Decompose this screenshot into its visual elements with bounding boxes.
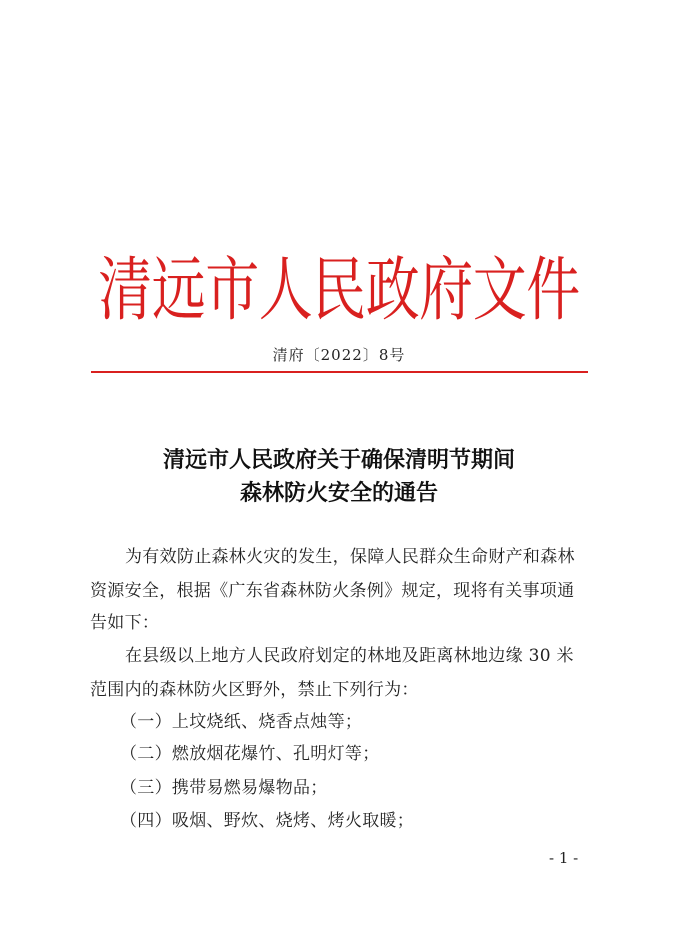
page-number: - 1 - <box>549 849 579 867</box>
paragraph-line: 范围内的森林防火区野外，禁止下列行为： <box>90 680 419 700</box>
red-divider <box>91 371 588 373</box>
list-item: （三）携带易燃易爆物品； <box>120 778 328 798</box>
notice-title-line-1: 清远市人民政府关于确保清明节期间 <box>162 447 515 473</box>
paragraph-line: 为有效防止森林火灾的发生，保障人民群众生命财产和森林 <box>125 547 575 567</box>
notice-title-line-2: 森林防火安全的通告 <box>239 480 438 506</box>
document-number: 清府〔2022〕8号 <box>272 346 406 364</box>
list-item: （四）吸烟、野炊、烧烤、烤火取暖； <box>120 811 415 831</box>
paragraph-line: 告如下： <box>90 613 160 633</box>
issuer-title: 清远市人民政府文件 <box>98 249 580 331</box>
list-item: （二）燃放烟花爆竹、孔明灯等； <box>120 744 380 764</box>
paragraph-line: 在县级以上地方人民政府划定的林地及距离林地边缘 30 米 <box>125 646 574 666</box>
paragraph-line: 资源安全，根据《广东省森林防火条例》规定，现将有关事项通 <box>90 581 575 601</box>
list-item: （一）上坟烧纸、烧香点烛等； <box>120 712 363 732</box>
